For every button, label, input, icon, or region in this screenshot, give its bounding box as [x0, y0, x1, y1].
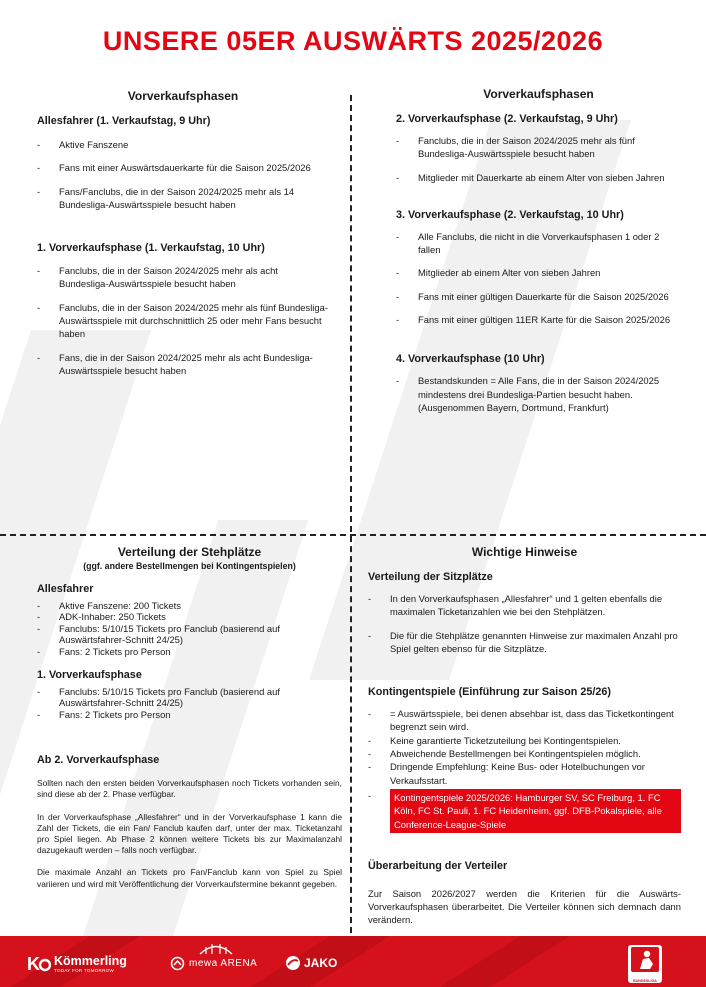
phase-list [396, 374, 681, 414]
list-item: - Fans mit einer gültigen Dauerkarte für die Saison 2025/2026 [396, 290, 681, 303]
list-item: - = Auswärtsspiele, bei denen absehbar ist, dass das Ticketkontingent begrenzt sein wird. [368, 707, 681, 734]
koemmerling-icon [27, 953, 51, 973]
list-item: - Abweichende Bestellmengen bei Kontingentspielen möglich. [368, 747, 681, 760]
section-heading: Wichtige Hinweise [471, 545, 578, 559]
bundesliga-label: BUNDESLIGA [633, 979, 657, 983]
jako-logo [285, 955, 337, 971]
list-item: - Fans mit einer Auswärtsdauerkarte für die Saison 2025/2026 [37, 161, 329, 174]
hint-list [368, 592, 681, 655]
list-item: - Fanclubs: 5/10/15 Tickets pro Fanclub (basierend auf Auswärtsfahrer-Schnitt 24/25) [37, 686, 342, 709]
phase-title: 4. Vorverkaufsphase (10 Uhr) [396, 353, 545, 366]
bundesliga-icon [628, 945, 662, 975]
list-item: - Fans mit einer gültigen 11ER Karte für die Saison 2025/2026 [396, 313, 681, 326]
list-item: - Fanclubs, die in der Saison 2024/2025 mehr als fünf Bundesliga-Auswärtsspiele mit durchschnittlich 25 oder mehr Fans besucht haben [37, 301, 329, 341]
highlight-box: - Kontingentspiele 2025/2026: Hamburger SV, SC Freiburg, 1. FC Köln, FC St. Pauli, 1. FC Heidenheim, ggf. DFB-Pokalspiele, alle Conference-League-Spiele [390, 789, 681, 833]
jako-icon [285, 955, 301, 971]
highlight-item [368, 789, 681, 833]
list-item: - Fans/Fanclubs, die in der Saison 2024/2025 mehr als 14 Bundesliga-Auswärtsspiele besucht haben [37, 185, 329, 212]
list-item: - Bestandskunden = Alle Fans, die in der Saison 2024/2025 mindestens drei Bundesliga-Partien besucht haben. (Ausgenommen Bayern, Dortmund, Frankfurt) [396, 374, 681, 414]
sponsor-tagline: TODAY FOR TOMORROW [54, 967, 114, 973]
stadium-icon [198, 941, 234, 955]
list-item: - Dringende Empfehlung: Keine Bus- oder Hotelbuchungen vor Verkaufsstart. [368, 760, 681, 787]
list-item: - Alle Fanclubs, die nicht in die Vorverkaufsphasen 1 oder 2 fallen [396, 230, 681, 257]
list-item: - In den Vorverkaufsphasen „Allesfahrer“ und 1 gelten ebenfalls die maximalen Ticketanzahlen wie bei den Stehplätzen. [368, 592, 681, 619]
list-item: - Fans: 2 Tickets pro Person [37, 709, 342, 720]
list-item: - Fans, die in der Saison 2024/2025 mehr als acht Bundesliga-Auswärtsspiele besucht haben [37, 351, 329, 378]
mewa-arena-logo [170, 956, 257, 971]
right-top-section [396, 87, 681, 414]
section-subheading: (ggf. andere Bestellmengen bei Kontingentspielen) [83, 561, 296, 571]
horizontal-divider [0, 534, 706, 536]
list-item: - Keine garantierte Ticketzuteilung bei Kontingentspielen. [368, 734, 681, 747]
group-title: Ab 2. Vorverkaufsphase [37, 754, 160, 767]
hint-list [368, 707, 681, 833]
phase-title: 2. Vorverkaufsphase (2. Verkaufstag, 9 Uhr) [396, 113, 618, 125]
bundesliga-logo [628, 945, 662, 983]
list-item: - Fanclubs: 5/10/15 Tickets pro Fanclub (basierend auf Auswärtsfahrer-Schnitt 24/25) [37, 623, 342, 646]
group-title: 1. Vorverkaufsphase [37, 669, 142, 682]
sponsor-footer [0, 936, 706, 987]
list-item: - Die für die Stehplätze genannten Hinweise zur maximalen Anzahl pro Spiel gelten ebenso für die Sitzplätze. [368, 629, 681, 656]
list-item: - Mitglieder ab einem Alter von sieben Jahren [396, 266, 681, 279]
group-title: Verteilung der Sitzplätze [368, 571, 493, 583]
group-title: Allesfahrer [37, 583, 94, 595]
info-paragraph: In der Vorverkaufsphase „Allesfahrer“ und in der Vorverkaufsphase 1 kann die Zahl der Tickets, die ein Fan/ Fanclub kaufen darf, unter der max. Ticketanzahl pro Spiel liegen. Ab Phase 2 können weitere Tickets bis zur Maximalanzahl dazugekauft werden – falls noch verfügbar. [37, 811, 342, 856]
group-title: Überarbeitung der Verteiler [368, 859, 508, 872]
list-item: - ADK-Inhaber: 250 Tickets [37, 611, 342, 622]
group-title: Kontingentspiele (Einführung zur Saison 25/26) [368, 686, 611, 699]
phase-list [37, 138, 329, 211]
phase-title: 1. Vorverkaufsphase (1. Verkaufstag, 10 Uhr) [37, 242, 265, 255]
list-item: - Fanclubs, die in der Saison 2024/2025 mehr als acht Bundesliga-Auswärtsspiele besucht haben [37, 264, 329, 291]
info-paragraph: Zur Saison 2026/2027 werden die Kriterien für die Auswärts-Vorverkaufsphasen überarbeitet. Die Verteiler können sich demnach dann verändern. [368, 887, 681, 926]
phase-list [37, 264, 329, 377]
list-item: - Aktive Fanszene [37, 138, 329, 151]
phase-title: 3. Vorverkaufsphase (2. Verkaufstag, 10 Uhr) [396, 208, 624, 221]
koemmerling-logo [27, 953, 127, 973]
info-paragraph: Sollten nach den ersten beiden Vorverkaufsphasen noch Tickets vorhanden sein, sind diese ab der 2. Phase verfügbar. [37, 778, 342, 800]
page-title: UNSERE 05ER AUSWÄRTS 2025/2026 [102, 26, 604, 56]
sponsor-name: Kömmerling [54, 953, 127, 968]
vertical-divider [350, 95, 352, 933]
list-item: - Mitglieder mit Dauerkarte ab einem Alter von sieben Jahren [396, 171, 681, 184]
left-bottom-section [37, 545, 342, 890]
svg-text:K: K [27, 954, 40, 973]
ticket-list [37, 686, 342, 720]
phase-list [396, 230, 681, 326]
list-item: - Fanclubs, die in der Saison 2024/2025 mehr als fünf Bundesliga-Auswärtsspiele besucht haben [396, 134, 681, 161]
sponsor-name: JAKO [304, 956, 338, 970]
list-item: - Fans: 2 Tickets pro Person [37, 646, 342, 657]
section-heading: Vorverkaufsphasen [127, 89, 239, 103]
phase-title: Allesfahrer (1. Verkaufstag, 9 Uhr) [37, 115, 211, 127]
section-heading: Verteilung der Stehplätze [117, 545, 262, 559]
section-heading: Vorverkaufsphasen [483, 87, 594, 101]
mewa-arena-icon [170, 956, 185, 971]
phase-list [396, 134, 681, 184]
list-item: - Aktive Fanszene: 200 Tickets [37, 600, 342, 611]
info-paragraph: Die maximale Anzahl an Tickets pro Fan/Fanclub kann von Spiel zu Spiel variieren und wird mit Veröffentlichung der Vorverkaufstermine bekannt gegeben. [37, 867, 342, 889]
right-bottom-section [368, 545, 681, 927]
ticket-list [37, 600, 342, 657]
sponsor-name: mewa ARENA [189, 958, 258, 969]
left-top-section [37, 89, 329, 377]
